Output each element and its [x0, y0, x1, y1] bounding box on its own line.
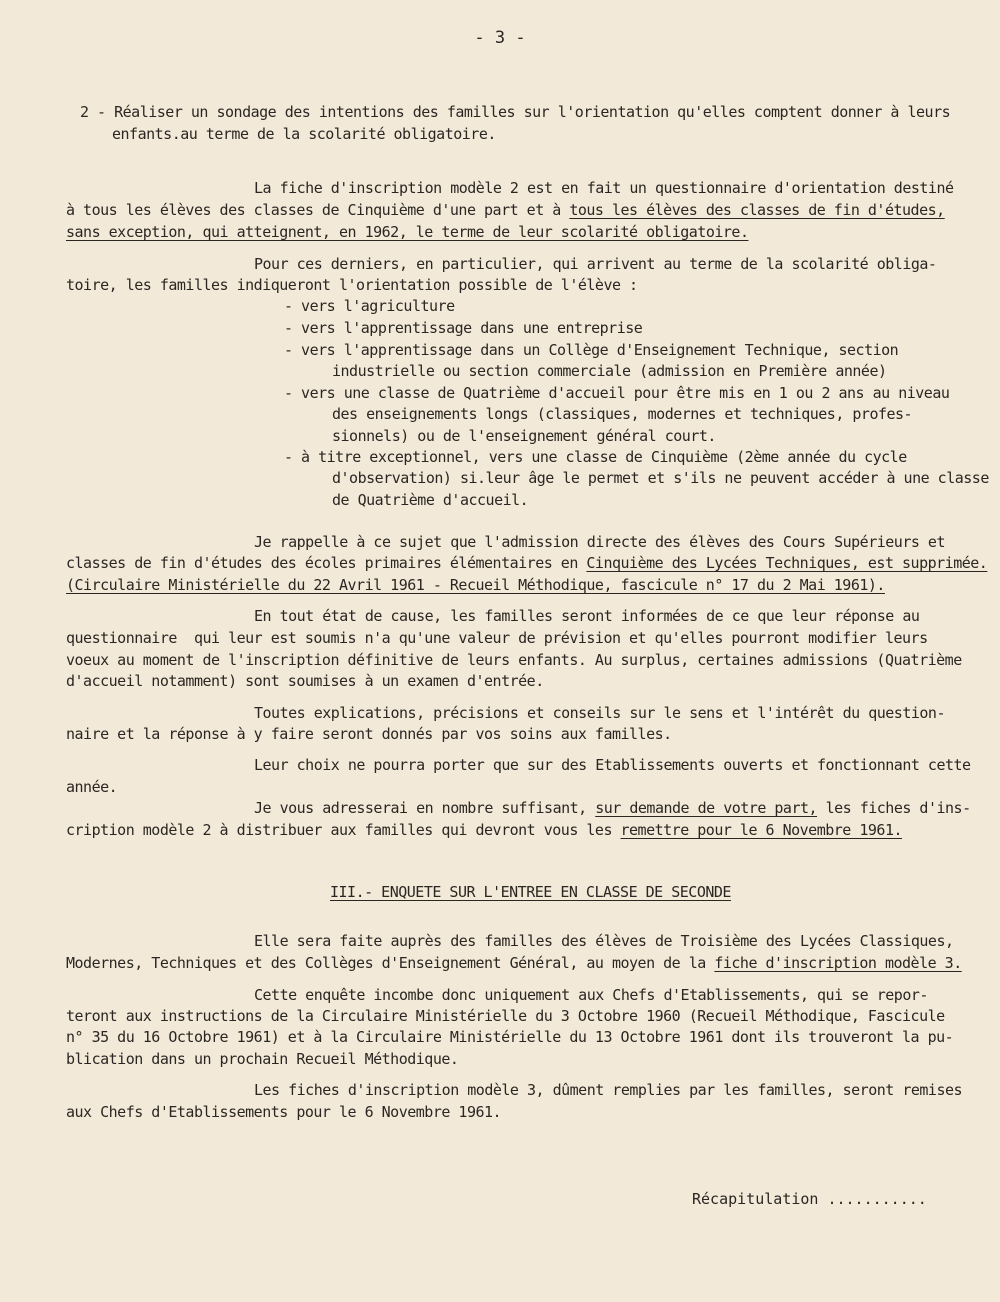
bullet-quatrieme-1: - vers une classe de Quatrième d'accueil pour être mis en 1 ou 2 ans au niveau	[284, 384, 950, 402]
bullet-quatrieme-3: sionnels) ou de l'enseignement général court.	[332, 427, 716, 445]
p7-line2: cription modèle 2 à distribuer aux familles qui devront vous les remettre pour le 6 Novembre 1961.	[66, 821, 903, 839]
p6-line2: année.	[66, 778, 118, 796]
p9-line2: teront aux instructions de la Circulaire Ministérielle du 3 Octobre 1960 (Recueil Méthodique, Fascicule	[66, 1007, 945, 1025]
p8-underline-fiche: fiche d'inscription modèle 3.	[714, 954, 962, 972]
p3-underline-supprimee: Cinquième des Lycées Techniques, est supprimée.	[586, 554, 988, 572]
p4-line4: d'accueil notamment) sont soumises à un examen d'entrée.	[66, 672, 544, 690]
p1-underline-fin-etudes: tous les élèves des classes de fin d'études,	[569, 201, 945, 219]
p8-line1: Elle sera faite auprès des familles des élèves de Troisième des Lycées Classiques,	[254, 932, 954, 950]
item2-line2: enfants.au terme de la scolarité obligatoire.	[112, 125, 496, 143]
p4-line2: questionnaire qui leur est soumis n'a qu'une valeur de prévision et qu'elles pourront modifier leurs	[66, 629, 928, 647]
p1-line1: La fiche d'inscription modèle 2 est en fait un questionnaire d'orientation destiné	[254, 179, 954, 197]
p3-line1: Je rappelle à ce sujet que l'admission directe des élèves des Cours Supérieurs et	[254, 533, 945, 551]
bullet-cinquieme-1: - à titre exceptionnel, vers une classe de Cinquième (2ème année du cycle	[284, 448, 907, 466]
p5-line1: Toutes explications, précisions et conseils sur le sens et l'intérêt du question-	[254, 704, 945, 722]
recapitulation-footer: Récapitulation ...........	[692, 1190, 927, 1208]
bullet-cinquieme-2: d'observation) si.leur âge le permet et s'ils ne peuvent accéder à une classe	[332, 469, 989, 487]
page-number: - 3 -	[474, 28, 526, 48]
bullet-cinquieme-3: de Quatrième d'accueil.	[332, 491, 529, 509]
p3-line3	[66, 575, 885, 595]
bullet-quatrieme-2: des enseignements longs (classiques, modernes et techniques, profes-	[332, 405, 913, 423]
p10-line2: aux Chefs d'Etablissements pour le 6 Novembre 1961.	[66, 1103, 502, 1121]
item2-line1: 2 - Réaliser un sondage des intentions des familles sur l'orientation qu'elles comptent donner à leurs	[80, 103, 951, 121]
section-heading-iii: III.- ENQUETE SUR L'ENTREE EN CLASSE DE SECONDE	[330, 883, 731, 901]
p2-line1: Pour ces derniers, en particulier, qui arrivent au terme de la scolarité obliga-	[254, 255, 937, 273]
p3-line2: classes de fin d'études des écoles primaires élémentaires en Cinquième des Lycées Techniques, est supprimée.	[66, 554, 988, 572]
p7-line1: Je vous adresserai en nombre suffisant, sur demande de votre part, les fiches d'ins-	[254, 799, 971, 817]
p1-underline-sans-exception: sans exception,	[66, 223, 194, 241]
p1-line2: à tous les élèves des classes de Cinquième d'une part et à tous les élèves des classes de fin d'études,	[66, 201, 945, 219]
p9-line1: Cette enquête incombe donc uniquement aux Chefs d'Etablissements, qui se repor-	[254, 986, 928, 1004]
p7-underline-demande: sur demande de votre part,	[595, 799, 818, 817]
p10-line1: Les fiches d'inscription modèle 3, dûment remplies par les familles, seront remises	[254, 1081, 963, 1099]
p4-line3: voeux au moment de l'inscription définitive de leurs enfants. Au surplus, certaines admissions (Quatrième	[66, 651, 962, 669]
p9-line4: blication dans un prochain Recueil Méthodique.	[66, 1050, 459, 1068]
bullet-agriculture: - vers l'agriculture	[284, 297, 455, 315]
p7-underline-remettre: remettre pour le 6 Novembre 1961.	[620, 821, 903, 839]
bullet-college-technique-1: - vers l'apprentissage dans un Collège d'Enseignement Technique, section	[284, 341, 899, 359]
bullet-apprentissage-entreprise: - vers l'apprentissage dans une entreprise	[284, 319, 643, 337]
p5-line2: naire et la réponse à y faire seront donnés par vos soins aux familles.	[66, 725, 672, 743]
p8-line2: Modernes, Techniques et des Collèges d'Enseignement Général, au moyen de la fiche d'inscription modèle 3.	[66, 954, 962, 972]
p3-underline-circulaire: (Circulaire Ministérielle du 22 Avril 1961 - Recueil Méthodique, fascicule n° 17 du 2 Mai 1961).	[66, 576, 885, 594]
bullet-college-technique-2: industrielle ou section commerciale (admission en Première année)	[332, 362, 887, 380]
p4-line1: En tout état de cause, les familles seront informées de ce que leur réponse au	[254, 607, 920, 625]
p6-line1: Leur choix ne pourra porter que sur des Etablissements ouverts et fonctionnant cette	[254, 756, 971, 774]
p9-line3: n° 35 du 16 Octobre 1961) et à la Circulaire Ministérielle du 13 Octobre 1961 dont ils trouveront la pu-	[66, 1028, 954, 1046]
p2-line2: toire, les familles indiqueront l'orientation possible de l'élève :	[66, 276, 638, 294]
p1-line3: sans exception, qui atteignent, en 1962, le terme de leur scolarité obligatoire.	[66, 223, 749, 241]
